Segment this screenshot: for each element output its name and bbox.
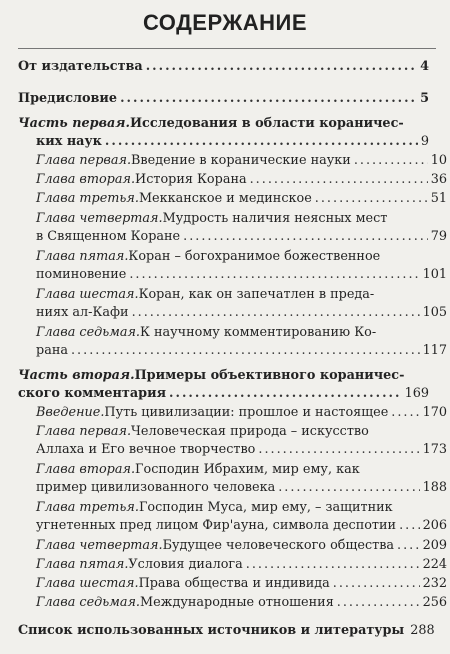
page-number: 188 [422, 480, 447, 495]
entry-text: Коран, как он запечатлен в преда- [138, 287, 375, 302]
leader-dots [354, 152, 428, 170]
entry-text: Господин Муса, мир ему, – защитник [138, 500, 393, 515]
leader-dots [169, 385, 402, 403]
toc-entry-chapter[interactable] [18, 171, 447, 189]
page-number: 79 [430, 229, 447, 244]
toc-entry-chapter[interactable] [18, 286, 447, 322]
toc-entry-introduction[interactable] [18, 404, 447, 422]
entry-text: К научному комментированию Ко- [140, 325, 377, 340]
page-number: 206 [422, 518, 447, 533]
page-number: 105 [422, 305, 447, 320]
page-number: 5 [420, 91, 429, 106]
entry-label: Глава шестая. [36, 287, 139, 302]
toc-entry-chapter[interactable] [18, 594, 447, 612]
toc-entry-chapter[interactable] [18, 499, 447, 535]
page-number: 10 [430, 153, 447, 168]
entry-text: Список использованных источников и литературы [18, 623, 405, 638]
toc-entry-part-one[interactable] [18, 115, 429, 151]
entry-text-cont: ского комментария [18, 386, 167, 401]
entry-text-cont: рана [36, 343, 68, 358]
entry-text: Мекканское и мединское [138, 191, 312, 206]
entry-text: Будущее человеческого общества [162, 538, 395, 553]
leader-dots [129, 266, 419, 284]
toc-entry-chapter[interactable] [18, 248, 447, 284]
page-number: 4 [420, 59, 429, 74]
entry-text: Условия диалога [128, 557, 243, 572]
entry-label: Глава четвертая. [36, 211, 163, 226]
page-number: 36 [430, 172, 447, 187]
toc-entry-chapter[interactable] [18, 537, 447, 555]
toc-entry-chapter[interactable] [18, 461, 447, 497]
entry-label: Глава седьмая. [36, 325, 140, 340]
entry-text-cont: ких наук [36, 134, 102, 149]
entry-text: Международные отношения [140, 595, 334, 610]
entry-text-cont: пример цивилизованного человека [36, 480, 276, 495]
leader-dots [183, 228, 428, 246]
entry-text: Предисловие [18, 91, 118, 106]
leader-dots [337, 594, 420, 612]
toc-entry-chapter[interactable] [18, 190, 447, 208]
leader-dots [258, 441, 419, 459]
entry-text: Человеческая природа – искусство [131, 424, 369, 439]
entry-text-cont: Аллаха и Его вечное творчество [36, 442, 256, 457]
leader-dots [132, 304, 420, 322]
entry-text: История Корана [135, 172, 247, 187]
entry-label: Глава шестая. [36, 576, 139, 591]
entry-label: Глава седьмая. [36, 595, 140, 610]
entry-label: Глава первая. [36, 153, 132, 168]
page-number: 101 [422, 267, 447, 282]
entry-label: Глава третья. [36, 191, 139, 206]
entry-text: Господин Ибрахим, мир ему, как [135, 462, 360, 477]
page-number: 51 [430, 191, 447, 206]
entry-text: Права общества и индивида [138, 576, 330, 591]
entry-text-cont: поминовение [36, 267, 127, 282]
page-number: 117 [422, 343, 447, 358]
top-rule [18, 48, 436, 49]
leader-dots [246, 556, 420, 574]
page-number: 169 [404, 386, 429, 401]
entry-text-cont: ниях ал-Кафи [36, 305, 129, 320]
entry-text-cont: угнетенных пред лицом Фир'ауна, символа деспотии [36, 518, 397, 533]
toc-entry-chapter[interactable] [18, 423, 447, 459]
toc-entry-publisher[interactable] [18, 58, 429, 76]
entry-text: Примеры объективного кораничес- [134, 368, 405, 383]
page-number: 209 [422, 538, 447, 553]
entry-text: Введение в коранические науки [131, 153, 351, 168]
toc-entry-chapter[interactable] [18, 556, 447, 574]
page-number: 9 [420, 134, 429, 149]
toc-entry-chapter[interactable] [18, 575, 447, 593]
toc-entry-chapter[interactable] [18, 210, 447, 246]
leader-dots [146, 58, 417, 76]
page-number: 232 [422, 576, 447, 591]
toc-entry-bibliography[interactable] [18, 622, 435, 640]
leader-dots [315, 190, 428, 208]
entry-label: Глава первая. [36, 424, 132, 439]
leader-dots [399, 517, 420, 535]
entry-label: Введение. [36, 405, 105, 420]
entry-text: От издательства [18, 59, 143, 74]
page-number: 288 [410, 623, 435, 638]
entry-text: Путь цивилизации: прошлое и настоящее [104, 405, 389, 420]
entry-text-cont: в Священном Коране [36, 229, 181, 244]
entry-label: Глава вторая. [36, 462, 136, 477]
page-number: 173 [422, 442, 447, 457]
toc-entry-chapter[interactable] [18, 152, 447, 170]
leader-dots [250, 171, 428, 189]
page-number: 256 [422, 595, 447, 610]
leader-dots [397, 537, 420, 555]
leader-dots [278, 479, 419, 497]
entry-text: Исследования в области кораничес- [129, 116, 404, 131]
page-number: 224 [422, 557, 447, 572]
entry-label: Глава вторая. [36, 172, 136, 187]
toc-entry-chapter[interactable] [18, 324, 447, 360]
page-title: СОДЕРЖАНИЕ [142, 10, 308, 35]
toc-entry-preface[interactable] [18, 90, 429, 108]
leader-dots [105, 133, 418, 151]
toc-entry-part-two[interactable] [18, 367, 429, 403]
page-number: 170 [422, 405, 447, 420]
entry-text: Мудрость наличия неясных мест [162, 211, 388, 226]
leader-dots [71, 342, 420, 360]
leader-dots [120, 90, 417, 108]
entry-label: Глава пятая. [36, 557, 129, 572]
entry-label: Часть первая. [18, 116, 130, 131]
leader-dots [391, 404, 419, 422]
leader-dots [333, 575, 420, 593]
entry-text: Коран – богохранимое божественное [128, 249, 381, 264]
entry-label: Глава пятая. [36, 249, 129, 264]
entry-label: Часть вторая. [18, 368, 135, 383]
entry-label: Глава четвертая. [36, 538, 163, 553]
entry-label: Глава третья. [36, 500, 139, 515]
